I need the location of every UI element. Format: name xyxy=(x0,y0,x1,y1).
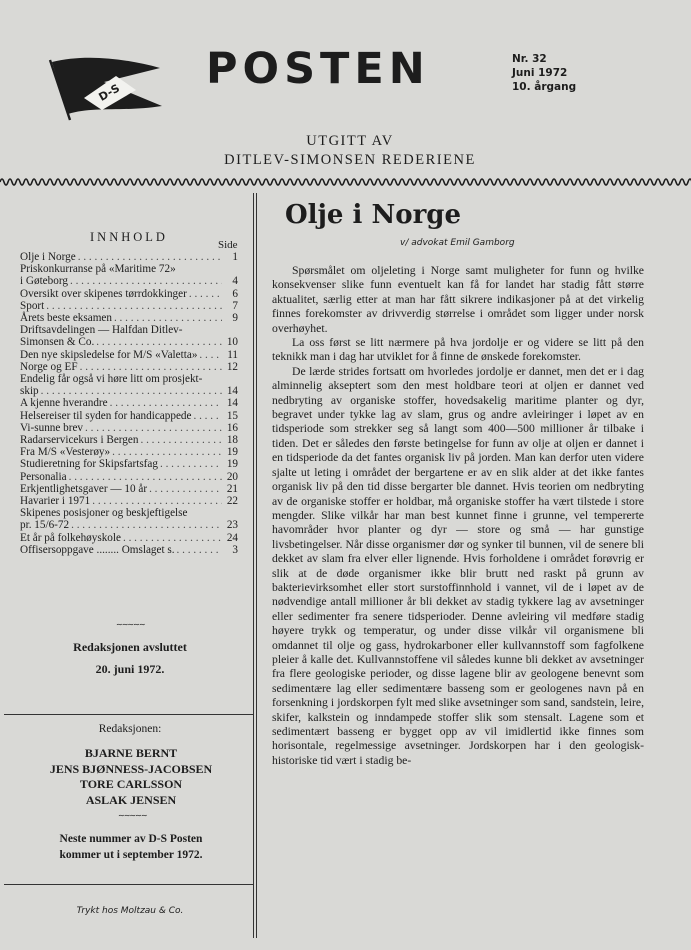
toc-item xyxy=(20,519,238,531)
article-byline: v/ advokat Emil Gamborg xyxy=(400,238,515,248)
toc-item xyxy=(20,434,238,446)
article-paragraph: Spørsmålet om oljeleting i Norge samt muligheter for funn og hvilke konsekvenser slike funn eventuelt kan få for landet har stadig fått større aktualitet, særlig etter at man har fått sikrere indikasjoner på at det virkelig finnes forekomster av drivverdig størrelse i området som ligger under norsk overhøyhet. xyxy=(272,264,644,335)
wavy-divider xyxy=(0,174,691,190)
horizontal-divider xyxy=(4,884,254,885)
editors-list xyxy=(24,746,238,808)
toc-item-page: 11 xyxy=(227,348,238,361)
toc-leader-dots xyxy=(71,519,222,531)
toc-item xyxy=(20,544,238,556)
toc-heading: INNHOLD xyxy=(90,230,168,244)
toc-item-title: Sport xyxy=(20,299,45,312)
printer-credit: Trykt hos Moltzau & Co. xyxy=(76,906,184,916)
toc-item-title: Radarservicekurs i Bergen xyxy=(20,434,139,447)
editors-heading: Redaksjonen: xyxy=(98,723,162,735)
toc-item xyxy=(20,446,238,458)
toc-item xyxy=(20,397,238,409)
toc-item xyxy=(20,288,238,300)
toc-item xyxy=(20,471,238,483)
toc-item xyxy=(20,410,238,422)
editor-name: TORE CARLSSON xyxy=(79,777,183,791)
toc-item-title: skip xyxy=(20,385,39,398)
toc-item-title: Vi-sunne brev xyxy=(20,421,84,434)
toc-item-page: 15 xyxy=(226,409,238,422)
toc-item-page: 12 xyxy=(226,360,238,373)
horizontal-divider xyxy=(4,714,254,715)
toc-item xyxy=(20,385,238,397)
toc-item xyxy=(20,483,238,495)
toc-item-title: Fra M/S «Vesterøy» xyxy=(20,446,111,459)
toc-leader-dots xyxy=(41,385,222,397)
toc-item-title: Studieretning for Skipsfartsfag xyxy=(20,458,158,471)
issue-volume: 10. årgang xyxy=(512,81,577,93)
toc-item-title: Priskonkurranse på «Maritime 72» xyxy=(20,263,176,276)
toc-item-title: Endelig får også vi høre litt om prosjekt- xyxy=(20,373,203,386)
toc-item-title: Personalia xyxy=(20,470,67,483)
issue-number: Nr. 32 xyxy=(512,53,547,65)
toc-item xyxy=(20,251,238,263)
toc-item-title: Den nye skipsledelse for M/S «Valetta» xyxy=(20,348,198,361)
toc-item-page: 21 xyxy=(226,482,238,495)
toc-item xyxy=(20,422,238,434)
toc-item-page: 18 xyxy=(226,434,238,447)
toc-leader-dots xyxy=(140,434,222,446)
next-issue-note xyxy=(24,832,238,863)
toc-item-page: 20 xyxy=(226,470,238,483)
toc-leader-dots xyxy=(199,349,222,361)
table-of-contents xyxy=(20,251,238,556)
toc-leader-dots xyxy=(114,312,222,324)
toc-leader-dots xyxy=(149,483,222,495)
toc-leader-dots xyxy=(123,532,222,544)
house-flag-logo-icon xyxy=(44,50,164,130)
toc-item-title: Norge og EF xyxy=(20,360,78,373)
toc-item xyxy=(20,263,238,275)
toc-item xyxy=(20,458,238,470)
article-paragraph: La oss først se litt nærmere på hva jordolje er og videre se litt på den teknikk man i dag har utviklet for å finne de ønskede forekomster. xyxy=(272,336,644,364)
toc-item xyxy=(20,361,238,373)
editor-name: BJARNE BERNT xyxy=(84,746,178,760)
toc-leader-dots xyxy=(177,544,222,556)
editorial-closed-note xyxy=(40,636,220,680)
toc-item xyxy=(20,373,238,385)
toc-page-column-label: Side xyxy=(218,239,238,251)
toc-item-title: Skipenes posisjoner og beskjeftigelse xyxy=(20,507,188,520)
toc-item xyxy=(20,300,238,312)
toc-leader-dots xyxy=(110,397,222,409)
toc-item-title: A kjenne hverandre xyxy=(20,397,108,410)
toc-leader-dots xyxy=(85,422,222,434)
toc-leader-dots xyxy=(112,446,222,458)
toc-item xyxy=(20,349,238,361)
column-divider xyxy=(253,193,257,938)
toc-item-title: Helsereiser til syden for handicappede xyxy=(20,409,192,422)
closed-line-2: 20. juni 1972. xyxy=(95,662,165,676)
toc-leader-dots xyxy=(46,300,222,312)
toc-item-title: Årets beste eksamen xyxy=(20,312,112,325)
toc-item-title: Offisersoppgave ........ Omslaget s. xyxy=(20,543,175,556)
article-body xyxy=(272,264,644,768)
toc-leader-dots xyxy=(78,251,222,263)
closed-line-1: Redaksjonen avsluttet xyxy=(73,640,187,654)
toc-item-page: 24 xyxy=(226,531,238,544)
toc-item-title: Simonsen & Co. xyxy=(20,336,95,349)
editor-name: JENS BJØNNESS-JACOBSEN xyxy=(49,761,213,776)
toc-item xyxy=(20,336,238,348)
subtitle-line-1: UTGITT AV xyxy=(306,133,394,149)
article-title: Olje i Norge xyxy=(285,200,461,230)
toc-item xyxy=(20,312,238,324)
toc-leader-dots xyxy=(92,495,222,507)
issue-info xyxy=(512,52,576,94)
toc-item-title: i Gøteborg xyxy=(20,275,68,288)
toc-item-page: 19 xyxy=(226,458,238,471)
subtitle-line-2: DITLEV-SIMONSEN REDERIENE xyxy=(224,152,476,168)
next-issue-line-2: kommer ut i september 1972. xyxy=(59,848,203,861)
newsletter-title: POSTEN xyxy=(206,44,430,94)
toc-item xyxy=(20,324,238,336)
toc-leader-dots xyxy=(70,275,222,287)
toc-leader-dots xyxy=(80,361,222,373)
toc-leader-dots xyxy=(189,288,222,300)
toc-item-title: Driftsavdelingen — Halfdan Ditlev- xyxy=(20,324,183,337)
toc-leader-dots xyxy=(69,471,222,483)
toc-item xyxy=(20,532,238,544)
toc-item xyxy=(20,275,238,287)
ornament-separator: ∼∼∼∼∼ xyxy=(116,620,145,629)
ornament-separator: ∼∼∼∼∼ xyxy=(118,811,147,820)
toc-item-page: 14 xyxy=(226,397,238,410)
next-issue-line-1: Neste nummer av D-S Posten xyxy=(59,833,203,845)
toc-item-page: 22 xyxy=(226,495,238,508)
toc-item-title: pr. 15/6-72 xyxy=(20,519,70,532)
toc-item-title: Oversikt over skipenes tørrdokkinger xyxy=(20,287,187,300)
toc-item-page: 23 xyxy=(226,519,238,532)
toc-item-page: 10 xyxy=(226,336,238,349)
toc-item-page: 7 xyxy=(232,299,238,312)
toc-item-page: 3 xyxy=(232,543,238,556)
toc-item-page: 16 xyxy=(226,421,238,434)
toc-item xyxy=(20,507,238,519)
issue-date: Juni 1972 xyxy=(512,67,568,79)
publisher-subtitle xyxy=(150,132,550,170)
toc-item-page: 4 xyxy=(232,275,238,288)
toc-item-page: 9 xyxy=(232,312,238,325)
article-paragraph: De lærde strides fortsatt om hvorledes jordolje er dannet, men det er i dag alminnelig akseptert som den mest holdbare teori at oljen er dannet ved nedbryting av organiske stoffer, hovedsakelig maritime planter og dyr, begravet under tykke lag av slam, grus og andre avleiringer i løpet av en tidsperiode som strekker seg så langt som 400—500 millioner år tilbake i tiden. Det er således den første betingelse for funn av olje at oljen er dannet i en tidsperiode da det fantes organisk liv på jorden. Man kan derfor uten videre sjalte ut leting i området der bergartene er av en slik alder at det ikke fantes organisk liv på den tid disse bergarter ble dannet. Hvis teorien om nedbryting av de organiske stoffer er holdbar, må organiske stoffer ha vært tilstede i store mengder. Slike vilkår har man best kunnet finne i grunne, vel tempererte havområder hvor planter og dyr — store og små — har gunstige livsbetingelser. Når disse organismer dør og synker til bunnen, vil de senere bli dekket av slam fra elver eller lignende. Hvis forholdene i området forøvrig er slik at de døde organismer ikke blir brutt ned raskt på grunn av bakterievirksomhet eller stort surstoffinnhold i vannet, vil de i løpet av de nødvendige antall millioner år bli dekket av stadig tykkere lag av avsetninger eller sedimenter fra senere tidsperioder. Denne avleiring vil medføre stadig høyere trykk og temperatur, og under disse vilkår vil organismene bli omdannet til olje og gass, hydrokarboner eller kullvannstoff som fagfolkene pleier å kalle det. Kullvannstoffene vil således kunne bli dekket av avsetninger fra flere geologiske perioder, og disse lagene blir av geologene benevnt som sedimentære lag eller sedimentære basseng som er geologenes navn på en forsenkning i jordskorpen fylt med slike avsetninger som sand, sandstein, leire, skifer, kalkstein og inndampede stoffer slik som stensalt. Lagene som et sedimentært basseng er bygget opp av vil imidlertid ikke finnes som horisontale, regelmessige avsetninger. Jordskorpen har i den geologisk-historiske tid vært i stadig be- xyxy=(272,364,644,767)
logo-flag-text: D-S xyxy=(96,81,122,104)
toc-item-page: 14 xyxy=(226,385,238,398)
toc-item-title: Havarier i 1971 xyxy=(20,495,91,508)
toc-item-title: Erkjentlighetsgaver — 10 år xyxy=(20,482,148,495)
toc-item-title: Olje i Norge xyxy=(20,251,76,263)
editor-name: ASLAK JENSEN xyxy=(85,792,177,807)
toc-item xyxy=(20,495,238,507)
toc-item-page: 19 xyxy=(226,446,238,459)
toc-leader-dots xyxy=(160,458,222,470)
toc-leader-dots xyxy=(193,410,222,422)
toc-item-title: Et år på folkehøyskole xyxy=(20,531,121,544)
toc-item-page: 1 xyxy=(232,251,238,263)
toc-item-page: 6 xyxy=(232,287,238,300)
toc-leader-dots xyxy=(96,336,222,348)
